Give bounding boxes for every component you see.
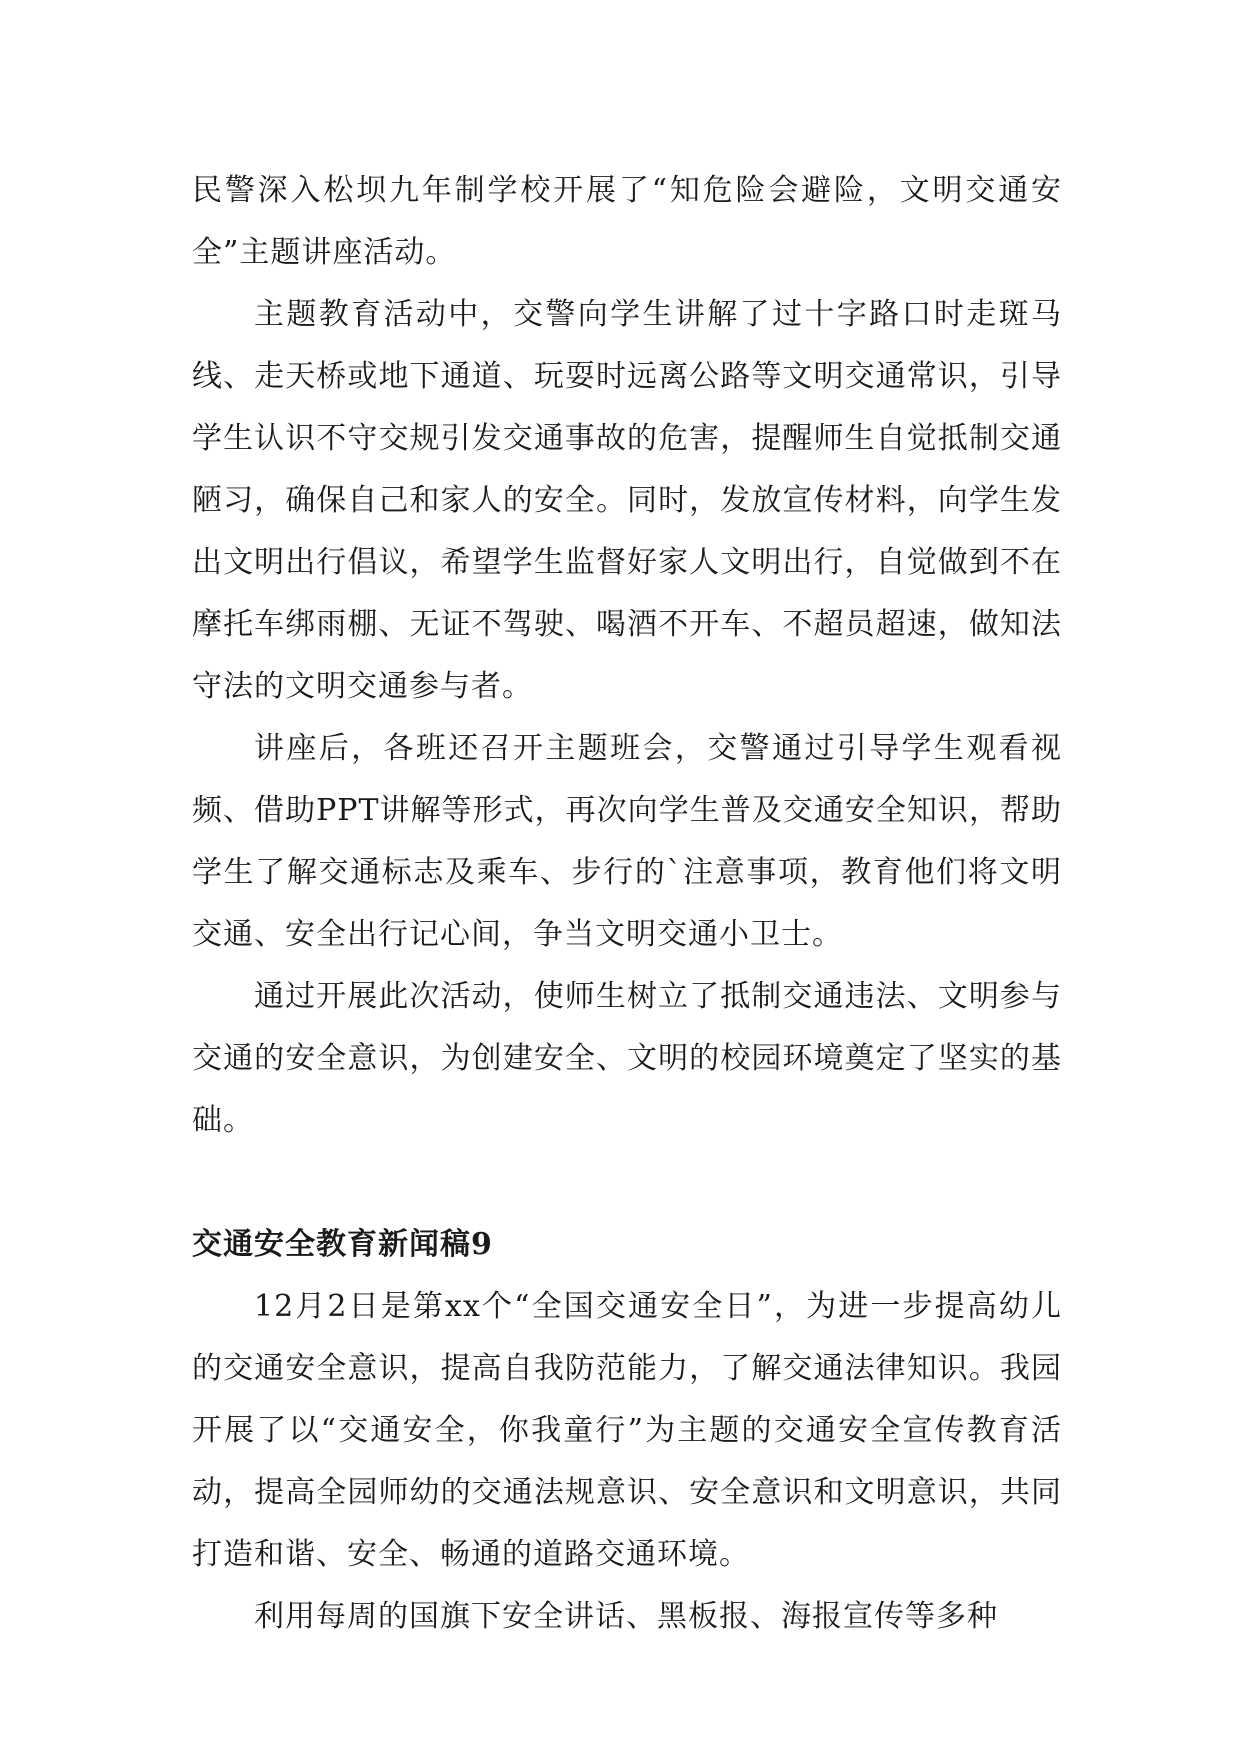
- paragraph-4: 通过开展此次活动，使师生树立了抵制交通违法、文明参与交通的安全意识，为创建安全、文明的校园环境奠定了坚实的基础。: [192, 979, 1062, 1138]
- paragraph-5: 12月2日是第xx个“全国交通安全日”，为进一步提高幼儿的交通安全意识，提高自我防范能力，了解交通法律知识。我园开展了以“交通安全，你我童行”为主题的交通安全宣传教育活动，提高全园师幼的交通法规意识、安全意识和文明意识，共同打造和谐、安全、畅通的道路交通环境。: [192, 1289, 1062, 1572]
- section-heading: 交通安全教育新闻稿9: [192, 1227, 493, 1262]
- document-body: [192, 160, 1062, 1648]
- paragraph-2: 主题教育活动中，交警向学生讲解了过十字路口时走斑马线、走天桥或地下通道、玩耍时远离公路等文明交通常识，引导学生认识不守交规引发交通事故的危害，提醒师生自觉抵制交通陋习，确保自己和家人的安全。同时，发放宣传材料，向学生发出文明出行倡议，希望学生监督好家人文明出行，自觉做到不在摩托车绑雨棚、无证不驾驶、喝酒不开车、不超员超速，做知法守法的文明交通参与者。: [192, 297, 1062, 704]
- paragraph-1: 民警深入松坝九年制学校开展了“知危险会避险，文明交通安全”主题讲座活动。: [192, 173, 1062, 270]
- paragraph-6: 利用每周的国旗下安全讲话、黑板报、海报宣传等多种: [254, 1599, 998, 1634]
- paragraph-3: 讲座后，各班还召开主题班会，交警通过引导学生观看视频、借助PPT讲解等形式，再次向学生普及交通安全知识，帮助学生了解交通标志及乘车、步行的`注意事项，教育他们将文明交通、安全出行记心间，争当文明交通小卫士。: [192, 731, 1062, 952]
